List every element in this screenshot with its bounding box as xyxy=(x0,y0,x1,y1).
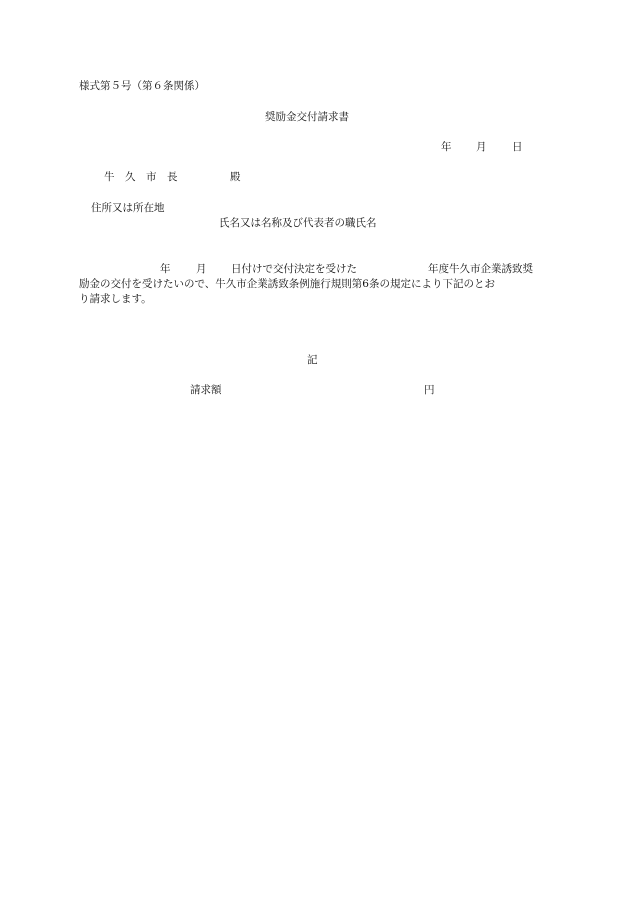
amount-label: 請求額 xyxy=(190,384,222,396)
record-heading: 記 xyxy=(307,354,318,366)
date-day-label: 日 xyxy=(512,141,523,153)
body-line-3: り請求します。 xyxy=(79,293,152,305)
name-label: 氏名又は名称及び代表者の職氏名 xyxy=(219,217,377,229)
addressee-name: 牛 久 市 長 xyxy=(104,171,178,183)
addressee-honorific: 殿 xyxy=(230,171,241,183)
date-month-label: 月 xyxy=(476,141,487,153)
body-line-2: 励金の交付を受けたいので、牛久市企業誘致条例施行規則第6条の規定により下記のとお xyxy=(79,278,495,290)
body-year-label: 年 xyxy=(160,263,171,275)
form-number: 様式第５号（第６条関係） xyxy=(79,80,205,92)
document-title: 奨励金交付請求書 xyxy=(265,111,349,123)
date-year-label: 年 xyxy=(441,141,452,153)
body-fiscal-year-text: 年度牛久市企業誘致奨 xyxy=(428,263,533,275)
address-label: 住所又は所在地 xyxy=(91,202,165,214)
body-month-label: 月 xyxy=(196,263,207,275)
amount-unit: 円 xyxy=(424,384,435,396)
body-decision-text: 日付けで交付決定を受けた xyxy=(231,263,357,275)
